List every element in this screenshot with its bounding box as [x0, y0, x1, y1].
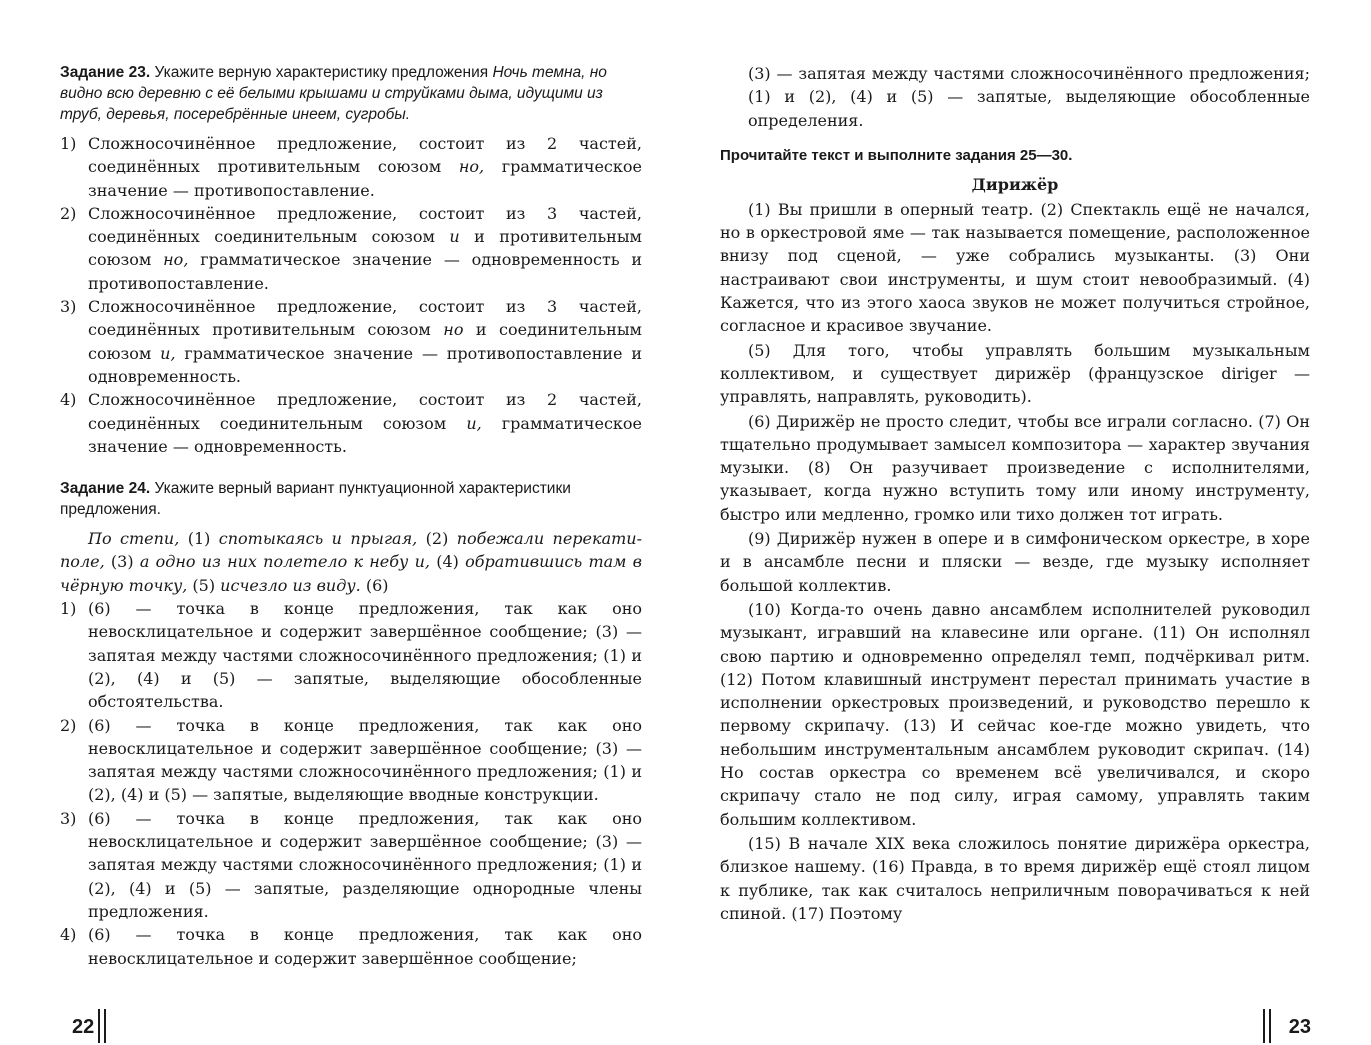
page-number-bar-left — [98, 1009, 106, 1043]
sentence-fragment: обратившись там в чёрную точку, — [60, 552, 642, 595]
left-column — [60, 62, 642, 970]
task-24-option-4-continuation: (3) — запятая между частями сложносочинённого предложения; (1) и (2), (4) и (5) — запятые, выделяющие обособленные определения. — [748, 64, 1310, 130]
comma-marker: (6) — [365, 575, 389, 595]
right-column — [720, 62, 1310, 926]
option-text-fragment: грамматическое значение — одновременность. — [88, 413, 642, 456]
option-italic-fragment: но — [443, 320, 464, 340]
sentence-fragment: побежали перекати-поле, — [60, 529, 642, 572]
option-italic-fragment: и — [449, 227, 460, 247]
task-23-option-2 — [60, 202, 642, 295]
task-24-sentence — [60, 527, 642, 597]
comma-marker: (3) — [110, 552, 134, 572]
task-24-option-2 — [60, 714, 642, 807]
page-number-bar-right — [1263, 1009, 1271, 1043]
sentence-fragment: исчезло из виду. — [215, 575, 366, 595]
option-italic-fragment: и, — [466, 413, 482, 433]
task-23-prompt: Укажите верную характеристику предложения — [154, 64, 489, 81]
option-text-fragment: и противительным союзом — [88, 227, 643, 270]
task-24-heading — [60, 478, 642, 520]
task-24-label: Задание 24. — [60, 480, 151, 498]
text-body — [720, 198, 1310, 925]
right-page — [686, 0, 1371, 1045]
task-24-option-1 — [60, 597, 642, 713]
page-number-left: 22 — [72, 1016, 95, 1038]
text-paragraph: (9) Дирижёр нужен в опере и в симфоническом оркестре, в хоре и в ансамбле песни и пляски — везде, где музыку исполняет большой коллектив. — [720, 529, 1310, 595]
text-paragraph: (5) Для того, чтобы управлять большим музыкальным коллективом, и существует дирижёр (французское diriger — управлять, направлять, руководить). — [720, 340, 1310, 407]
task-23-heading — [60, 62, 642, 125]
option-number: 1) — [60, 134, 77, 153]
option-text — [88, 202, 642, 295]
option-number: 3) — [60, 808, 77, 828]
comma-marker: (2) — [425, 529, 449, 549]
option-text: (6) — точка в конце предложения, так как оно невосклицательное и содержит завершённое сообщение; (3) — запятая между частями сложносочинённого предложения; (1) и (2), (4) и (5) — запятые, выделяющие вводные конструкции. — [88, 715, 642, 805]
option-italic-fragment: но, — [163, 250, 189, 270]
option-number: 2) — [60, 715, 77, 735]
option-italic-fragment: и, — [160, 343, 176, 363]
sentence-fragment: а одно из них полетело к небу и, — [133, 552, 437, 572]
task-24-option-3 — [60, 807, 642, 923]
task-23-options — [60, 132, 642, 458]
option-text-fragment: Сложносочинённое предложение, состоит из 2 частей, соединённых противительным союзом — [88, 134, 642, 177]
option-text-fragment: Сложносочинённое предложение, состоит из 3 частей, соединённых противительным союзом — [88, 297, 642, 340]
text-paragraph: (10) Когда-то очень давно ансамблем исполнителей руководил музыкант, игравший на клавесине или органе. (11) Он исполнял свою партию и одновременно определял темп, подчёркивал ритм. (12) Потом клавишный инструмент перестал принимать участие в исполнении оркестровых произведений, и руководство перешло к первому скрипачу. (13) И сейчас кое-где можно увидеть, что небольшим инструментальным ансамблем руководит скрипач. (14) Но состав оркестра со временем всё увеличивался, и скоро скрипачу стало не под силу, играя самому, управлять таким большим коллективом. — [720, 599, 1310, 829]
text-title: Дирижёр — [971, 174, 1059, 194]
option-number: 1) — [60, 599, 77, 619]
option-number: 3) — [60, 297, 77, 317]
sentence-fragment: По степи, — [88, 529, 188, 549]
task-23-option-1 — [60, 132, 642, 202]
option-text-fragment: и соединительным союзом — [88, 320, 643, 363]
task-24-options — [60, 597, 642, 970]
sentence-fragment: спотыкаясь и прыгая, — [210, 529, 426, 549]
task-23-option-4 — [60, 388, 642, 458]
option-number: 2) — [60, 203, 77, 223]
option-text-fragment: грамматическое значение — одновременность и противопоставление. — [88, 250, 642, 293]
option-text: (6) — точка в конце предложения, так как оно невосклицательное и содержит завершённое сообщение; — [88, 925, 642, 968]
text-paragraph: (15) В начале XIX века сложилось понятие дирижёра оркестра, близкое нашему. (16) Правда, в то время дирижёр ещё стоял лицом к публике, так как считалось неприличным поворачиваться к ней спиной. (17) Поэтому — [720, 833, 1310, 923]
task-24-option-4 — [60, 923, 642, 970]
comma-marker: (4) — [436, 552, 459, 572]
task-24-prompt: Укажите верный вариант пунктуационной характеристики предложения. — [60, 480, 571, 519]
text-paragraph: (6) Дирижёр не просто следит, чтобы все играли согласно. (7) Он тщательно продумывает замысел композитора — характер звучания музыки. (8) Он разучивает произведение с исполнителями, указывает, когда нужно вступить тому или иному инструменту, быстро или медленно, громко или тихо должен тот играть. — [720, 411, 1310, 524]
page-number-right: 23 — [1288, 1016, 1311, 1038]
option-text — [88, 295, 642, 388]
option-text — [88, 388, 642, 458]
task-23-sentence: Ночь темна, но видно всю деревню с её белыми крышами и струйками дыма, идущими из труб, деревья, посеребрённые инеем, сугробы. — [60, 64, 607, 123]
option-italic-fragment: но, — [458, 157, 485, 177]
option-number: 4) — [60, 390, 77, 410]
option-number: 4) — [60, 925, 77, 945]
option-text-fragment: грамматическое значение — противопоставление. — [88, 157, 642, 200]
section-heading: Прочитайте текст и выполните задания 25—30. — [720, 146, 1073, 164]
task-23-option-3 — [60, 295, 642, 388]
task-23-label: Задание 23. — [60, 64, 151, 81]
option-text-fragment: Сложносочинённое предложение, состоит из 3 частей, соединённых соединительным союзом — [88, 203, 642, 247]
comma-marker: (5) — [192, 575, 216, 595]
option-text — [88, 132, 642, 202]
option-text: (6) — точка в конце предложения, так как оно невосклицательное и содержит завершённое сообщение; (3) — запятая между частями сложносочинённого предложения; (1) и (2), (4) и (5) — запятые, разделяющие однородные члены предложения. — [88, 808, 642, 921]
text-paragraph: (1) Вы пришли в оперный театр. (2) Спектакль ещё не начался, но в оркестровой яме — так называется помещение, расположенное внизу под сценой, — уже собрались музыканты. (3) Они настраивают свои инструменты, и шум стоит невообразимый. (4) Кажется, что из этого хаоса звуков не может получиться стройное, согласное и красивое звучание. — [720, 199, 1310, 336]
option-text-fragment: Сложносочинённое предложение, состоит из 2 частей, соединённых соединительным союзом — [88, 390, 642, 433]
option-text-fragment: грамматическое значение — противопоставление и одновременность. — [88, 343, 642, 386]
comma-marker: (1) — [187, 529, 211, 549]
option-text: (6) — точка в конце предложения, так как оно невосклицательное и содержит завершённое сообщение; (3) — запятая между частями сложносочинённого предложения; (1) и (2), (4) и (5) — запятые, выделяющие обособленные обстоятельства. — [88, 599, 642, 712]
